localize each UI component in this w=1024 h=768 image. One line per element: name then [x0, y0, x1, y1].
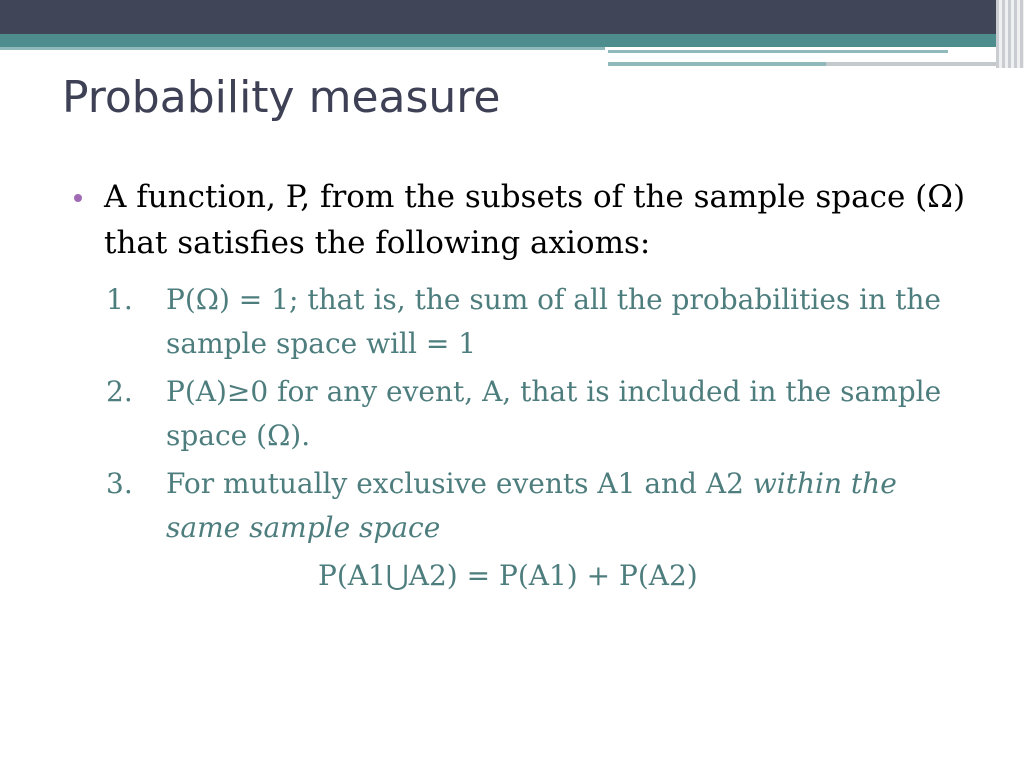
header-edge-stripes [996, 0, 1024, 68]
axiom-text: P(Ω) = 1; that is, the sum of all the probabilities in the sample space will = 1 [166, 283, 941, 360]
axiom-item [72, 370, 972, 458]
axiom-text: P(A)≥0 for any event, A, that is included in the sample space (Ω). [166, 375, 942, 452]
bullet-text: A function, P, from the subsets of the sample space (Ω) that satisfies the following axioms: [104, 179, 966, 261]
axiom-number: 2. [106, 375, 133, 408]
union-formula: P(A1⋃A2) = P(A1) + P(A2) [318, 559, 698, 592]
header-accent-line [608, 62, 826, 66]
axiom-number: 3. [106, 467, 133, 500]
axiom-item [72, 462, 972, 550]
axiom-item [72, 278, 972, 366]
slide-title: Probability measure [62, 72, 501, 123]
bullet-dot-icon [74, 194, 82, 202]
axiom-list [72, 278, 972, 550]
header-accent-line [608, 50, 948, 53]
bullet-item [72, 174, 972, 266]
axiom-text: For mutually exclusive events A1 and A2 [166, 467, 753, 500]
axiom-number: 1. [106, 283, 133, 316]
header-accent-line [826, 62, 996, 66]
slide-content [72, 174, 972, 598]
header-bar-dark [0, 0, 1024, 34]
header-accent-line [0, 47, 605, 50]
header-bar-teal [0, 34, 1000, 47]
axiom-text-italic: within the same sample space [166, 467, 897, 544]
